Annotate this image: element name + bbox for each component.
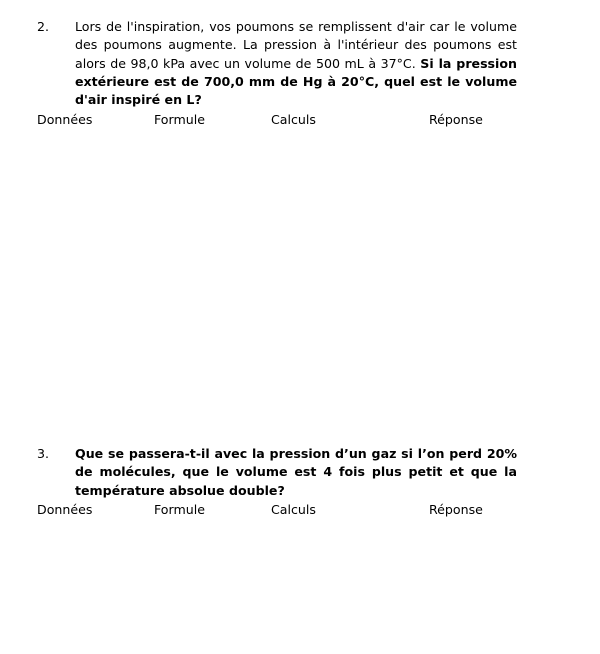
question-3 [37, 445, 517, 500]
question-text-bold: Que se passera-t-il avec la pression d’un gaz si l’on perd 20% de molécules, que le volume est 4 fois plus petit et que la température absolue double? [75, 446, 517, 498]
answer-workspace-q3 [37, 522, 557, 642]
answer-headers-q3 [37, 501, 557, 519]
question-text [75, 445, 517, 500]
question-2 [37, 18, 517, 109]
question-number: 2. [37, 19, 50, 34]
header-reponse: Réponse [429, 112, 483, 127]
header-reponse: Réponse [429, 502, 483, 517]
question-text-bold: Si la pression extérieure est de 700,0 mm de Hg à 20°C, quel est le volume d'air inspiré en L? [75, 55, 517, 108]
header-calculs: Calculs [271, 502, 316, 517]
header-formule: Formule [154, 112, 205, 127]
question-text [75, 18, 517, 109]
header-donnees: Données [37, 502, 93, 517]
header-donnees: Données [37, 112, 93, 127]
answer-headers-q2 [37, 111, 557, 129]
question-number: 3. [37, 446, 50, 461]
answer-workspace-q2 [37, 132, 557, 432]
question-text-normal: Lors de l'inspiration, vos poumons se remplissent d'air car le volume des poumons augmente. La pression à l'intérieur des poumons est alors de 98,0 kPa avec un volume de 500 mL à 37°C. [75, 19, 517, 71]
header-calculs: Calculs [271, 112, 316, 127]
header-formule: Formule [154, 502, 205, 517]
